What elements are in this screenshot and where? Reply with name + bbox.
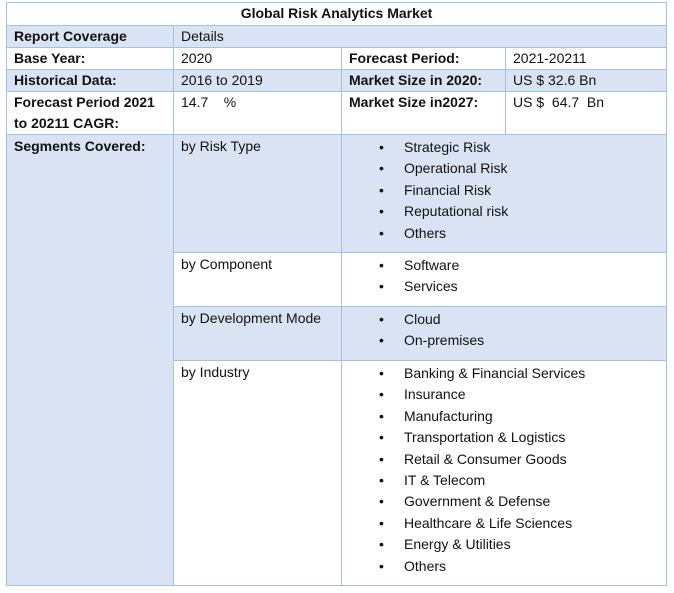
list-item: • Strategic Risk bbox=[349, 137, 659, 158]
segment-group-name: by Industry bbox=[174, 361, 342, 586]
segment-group-items bbox=[342, 361, 667, 586]
segment-group-items bbox=[342, 307, 667, 361]
list-item: • Others bbox=[349, 556, 659, 577]
list-item: • Reputational risk bbox=[349, 201, 659, 222]
segment-group-name: by Development Mode bbox=[174, 307, 342, 361]
list-item: • Insurance bbox=[349, 384, 659, 405]
list-item: • Cloud bbox=[349, 309, 659, 330]
list-item: • Operational Risk bbox=[349, 158, 659, 179]
list-item: • Financial Risk bbox=[349, 180, 659, 201]
cagr-label-line1: Forecast Period 2021 bbox=[14, 94, 155, 110]
list-item: • Retail & Consumer Goods bbox=[349, 449, 659, 470]
segment-group-name: by Risk Type bbox=[174, 135, 342, 253]
market-size-2020-value: US $ 32.6 Bn bbox=[506, 70, 667, 92]
segment-group-items bbox=[342, 135, 667, 253]
segments-covered-label: Segments Covered: bbox=[7, 135, 174, 586]
forecast-period-label: Forecast Period: bbox=[342, 48, 506, 70]
cagr-label bbox=[7, 92, 174, 135]
report-coverage-value: Details bbox=[174, 26, 667, 48]
list-item: • Software bbox=[349, 255, 659, 276]
list-item: • Manufacturing bbox=[349, 406, 659, 427]
report-coverage-label: Report Coverage bbox=[7, 26, 174, 48]
table-title: Global Risk Analytics Market bbox=[7, 3, 667, 26]
list-item: • Government & Defense bbox=[349, 491, 659, 512]
base-year-value: 2020 bbox=[174, 48, 342, 70]
forecast-period-value: 2021-20211 bbox=[506, 48, 667, 70]
list-item: • Healthcare & Life Sciences bbox=[349, 513, 659, 534]
list-item: • Others bbox=[349, 223, 659, 244]
cagr-value: 14.7 % bbox=[174, 92, 342, 135]
cagr-label-line2: to 20211 CAGR: bbox=[14, 115, 120, 131]
historical-data-value: 2016 to 2019 bbox=[174, 70, 342, 92]
segment-group-name: by Component bbox=[174, 253, 342, 307]
segment-group-items bbox=[342, 253, 667, 307]
list-item: • On-premises bbox=[349, 330, 659, 351]
base-year-label: Base Year: bbox=[7, 48, 174, 70]
list-item: • IT & Telecom bbox=[349, 470, 659, 491]
list-item: • Transportation & Logistics bbox=[349, 427, 659, 448]
list-item: • Energy & Utilities bbox=[349, 534, 659, 555]
market-report-table bbox=[6, 2, 667, 586]
market-size-2027-label: Market Size in2027: bbox=[342, 92, 506, 135]
historical-data-label: Historical Data: bbox=[7, 70, 174, 92]
market-size-2020-label: Market Size in 2020: bbox=[342, 70, 506, 92]
market-size-2027-value: US $ 64.7 Bn bbox=[506, 92, 667, 135]
list-item: • Banking & Financial Services bbox=[349, 363, 659, 384]
list-item: • Services bbox=[349, 276, 659, 297]
